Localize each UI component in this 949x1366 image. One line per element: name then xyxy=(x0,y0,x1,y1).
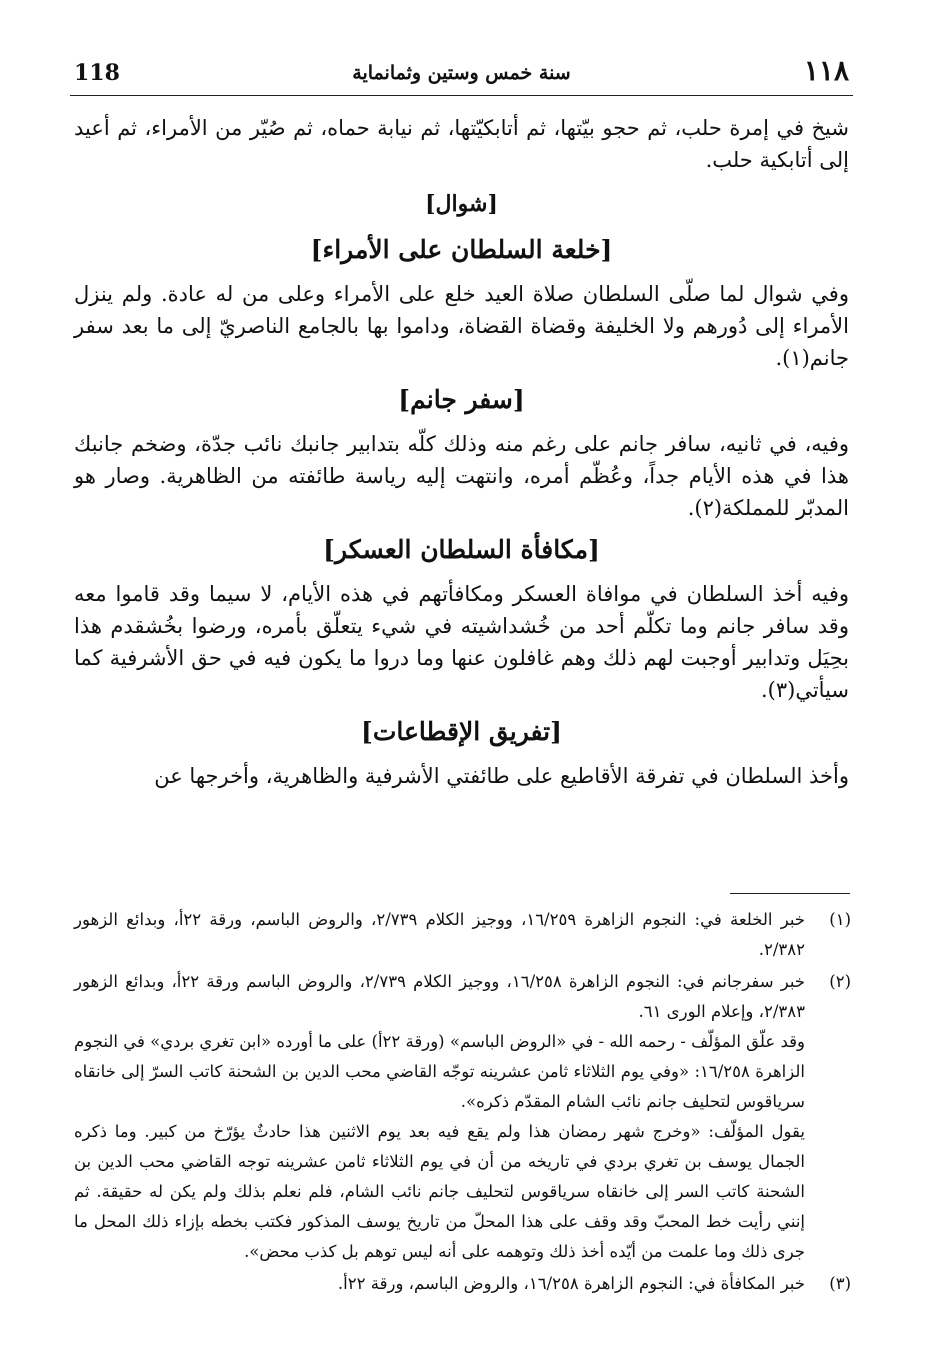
footnote-number: (٣) xyxy=(829,1274,851,1293)
section-text: وأخذ السلطان في تفرقة الأقاطيع على طائفتي الأشرفية والظاهرية، وأخرجها عن xyxy=(154,764,849,788)
section-heading: [مكافأة السلطان العسكر] xyxy=(323,535,600,564)
intro-paragraph: شيخ في إمرة حلب، ثم حجو بيّتها، ثم أتابكيّتها، ثم نيابة حماه، ثم صُيّر من الأمراء، ثم أعيد إلى أتابكية حلب. xyxy=(74,116,849,172)
running-title: سنة خمس وستين وثمانماية xyxy=(352,62,571,84)
page-number-latin: 118 xyxy=(74,60,120,86)
section-heading: [خلعة السلطان على الأمراء] xyxy=(310,235,613,264)
section-heading: [تفريق الإقطاعات] xyxy=(361,717,562,746)
footnote xyxy=(74,967,853,1267)
section-heading: [سفر جانم] xyxy=(398,385,525,414)
section-departure xyxy=(74,380,849,524)
footnote-number: (١) xyxy=(829,910,851,929)
section-fiefs xyxy=(74,712,849,792)
page-number-arabic: ١١٨ xyxy=(803,54,849,87)
footnote-number: (٢) xyxy=(829,972,851,991)
section-text: وفيه أخذ السلطان في موافاة العسكر ومكافأتهم في هذه الأيام، لا سيما وقد قاموا معه وقد سافر جانم وما تكلّم أحد من خُشداشيته في شيء يتعلّق بأمره، ورضوا بخُشقدم هذا بحِيَل وتدابير أوجبت لهم ذلك وهم غافلون عنها وما دروا ما يكون فيه في حق الأشرفية كما سيأتي(٣). xyxy=(74,582,849,702)
footnote-text: خبر المكافأة في: النجوم الزاهرة ١٦/٢٥٨، والروض الباسم، ورقة ٢٢أ. xyxy=(337,1274,805,1293)
section-reward xyxy=(74,530,849,706)
section-text: وفي شوال لما صلّى السلطان صلاة العيد خلع على الأمراء وعلى من له عادة. ولم ينزل الأمراء إلى دُورهم ولا الخليفة وقضاة القضاة، وداموا بها بالجامع الناصريّ إلى ما بعد سفر جانم(١). xyxy=(74,282,849,370)
footnote-text: خبر الخلعة في: النجوم الزاهرة ١٦/٢٥٩، ووجيز الكلام ٢/٧٣٩، والروض الباسم، ورقة ٢٢أ، وبدائع الزهور ٢/٣٨٢. xyxy=(74,910,805,959)
section-robe xyxy=(74,230,849,374)
footnote-text: وقد علّق المؤلّف - رحمه الله - في «الروض الباسم» (ورقة ٢٢أ) على ما أورده «ابن تغري بردي» في النجوم الزاهرة ١٦/٢٥٨: «وفي يوم الثلاثاء ثامن عشرينه توجّه القاضي محب الدين بن الشحنة كاتب السرّ إلى خانقاه سرياقوس لتحليف جانم نائب الشام المقدّم ذكره». xyxy=(74,1032,805,1111)
section-text: وفيه، في ثانيه، سافر جانم على رغم منه وذلك كلّه بتدابير جانبك نائب جدّة، وضخم جانبك هذا في هذه الأيام جداً، وعُظّم أمره، وانتهت إليه رياسة طائفته من الظاهرية. وصار هو المدبّر للمملكة(٢). xyxy=(74,432,849,520)
footnotes xyxy=(74,905,853,1301)
page-header xyxy=(70,56,853,96)
footnote xyxy=(74,905,853,965)
footnote-text: خبر سفرجانم في: النجوم الزاهرة ١٦/٢٥٨، ووجيز الكلام ٢/٧٣٩، والروض الباسم ورقة ٢٢أ، وبدائع الزهور ٢/٣٨٣، وإعلام الورى ٦١. xyxy=(74,972,805,1021)
header-rule xyxy=(70,95,853,96)
footnote-text: يقول المؤلّف: «وخرج شهر رمضان هذا ولم يقع فيه بعد يوم الاثنين هذا حادثٌ يؤرّخ من كبير. وما ذكره الجمال يوسف بن تغري بردي في تاريخه من أن في يوم الثلاثاء ثامن عشرينه توجه القاضي محب الدين بن الشحنة كاتب السر إلى خانقاه سرياقوس لتحليف جانم نائب الشام، فلم نعلم بذلك ولم يكن له حقيقة. ثم إنني رأيت خط المحبّ وقد وقف على هذا المحلّ من تاريخ يوسف المذكور فكتب بخطه بإزاء ذلك المحل ما جرى ذلك وما علمت من أيّده أخذ ذلك وتوهمه على أنه ليس توهم بل كذب محض». xyxy=(74,1122,805,1261)
month-heading: [شوال] xyxy=(425,191,498,217)
main-text xyxy=(74,112,849,792)
footnote xyxy=(74,1269,853,1299)
footnote-rule xyxy=(730,893,850,894)
